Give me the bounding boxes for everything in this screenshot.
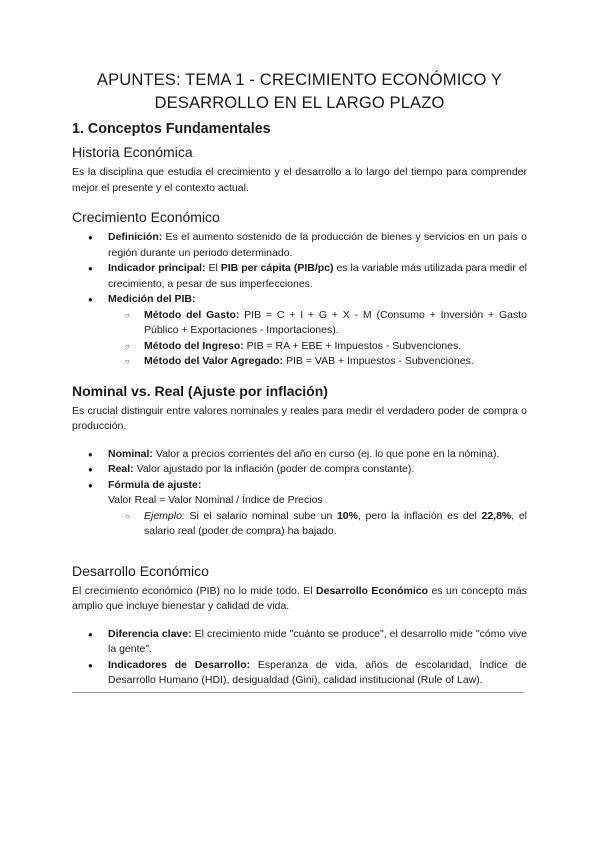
ejemplo-text-2: , pero la inflación es del [357, 509, 482, 522]
ingreso-text: PIB = RA + EBE + Impuestos - Subvenciones. [243, 339, 462, 352]
definicion-text: Es el aumento sostenido de la producción de bienes y servicios en un país o región durante un periodo determinado. [108, 231, 527, 259]
ejemplo-sublist [72, 509, 527, 540]
gasto-text: PIB = C + I + G + X - M (Consumo + Inversión + Gasto Público + Exportaciones - Importaciones). [144, 308, 527, 336]
list-item-indicador [72, 261, 527, 292]
list-item-real [72, 462, 527, 478]
nominal-label: Nominal: [108, 447, 153, 460]
section-heading-conceptos: 1. Conceptos Fundamentales [72, 121, 271, 137]
document-page [72, 68, 527, 689]
ejemplo-value-2: 22,8% [481, 509, 512, 522]
heading-nominal-real: Nominal vs. Real (Ajuste por inflación) [72, 382, 328, 399]
real-label: Real: [108, 463, 134, 475]
heading-historia: Historia Económica [72, 144, 193, 160]
title-line-1: APUNTES: TEMA 1 - CRECIMIENTO ECONÓMICO Y [96, 70, 503, 89]
desarrollo-intro-bold: Desarrollo Económico [316, 584, 428, 597]
ejemplo-text-1: Si el salario nominal sube un [184, 509, 337, 522]
sublist-item-ejemplo [108, 509, 527, 540]
horizontal-divider [72, 692, 524, 693]
formula-label: Fórmula de ajuste: [108, 478, 202, 491]
historia-text: Es la disciplina que estudia el crecimiento y el desarrollo a lo largo del tiempo para comprender mejor el presente y el contexto actual. [72, 166, 527, 194]
heading-desarrollo: Desarrollo Económico [72, 562, 209, 579]
sublist-item-ingreso [108, 339, 527, 355]
indicador-bold: PIB per cápita (PIB/pc) [220, 262, 334, 274]
desarrollo-intro [72, 584, 527, 615]
valor-agregado-label: Método del Valor Agregado: [144, 355, 284, 367]
gasto-label: Método del Gasto: [144, 308, 240, 321]
indicador-text-1: El [205, 262, 221, 274]
list-item-definicion [72, 230, 527, 261]
desarrollo-list [72, 627, 527, 689]
nominal-intro: Es crucial distinguir entre valores nominales y reales para medir el verdadero poder de compra o producción. [72, 404, 527, 432]
nominal-list [72, 447, 527, 494]
desarrollo-intro-1: El crecimiento económico (PIB) no lo mide todo. El [72, 584, 317, 597]
sublist-item-gasto [108, 308, 527, 339]
valor-agregado-text: PIB = VAB + Impuestos - Subvenciones. [283, 355, 474, 367]
ingreso-label: Método del Ingreso: [144, 339, 244, 352]
formula-text: Valor Real = Valor Nominal / Índice de Precios [108, 494, 323, 506]
indicadores-desarrollo-label: Indicadores de Desarrollo: [108, 658, 251, 671]
list-item-formula [72, 478, 527, 494]
ejemplo-label: Ejemplo: [144, 509, 185, 522]
list-item-diferencia [72, 627, 527, 658]
definicion-label: Definición: [108, 231, 163, 243]
medicion-label: Medición del PIB: [108, 293, 196, 305]
indicador-label: Indicador principal: [108, 262, 206, 274]
ejemplo-text-3: , el salario real (poder de compra) ha bajado. [144, 509, 528, 537]
ejemplo-value-1: 10% [336, 509, 358, 522]
medicion-sublist [108, 308, 527, 370]
heading-crecimiento: Crecimiento Económico [72, 209, 220, 225]
title-line-2: DESARROLLO EN EL LARGO PLAZO [154, 93, 445, 112]
list-item-indicadores-desarrollo [72, 658, 527, 689]
document-title [72, 68, 527, 114]
list-item-medicion [72, 292, 527, 370]
desarrollo-intro-2: es un concepto más amplio que incluye bienestar y calidad de vida. [72, 584, 527, 612]
indicadores-desarrollo-text: Esperanza de vida, años de escolaridad, Índice de Desarrollo Humano (HDI), desigualdad (Gini), calidad institucional (Rule of Law). [108, 658, 527, 686]
real-text: Valor ajustado por la inflación (poder de compra constante). [133, 463, 415, 475]
diferencia-label: Diferencia clave: [108, 627, 192, 640]
indicador-text-2: es la variable más utilizada para medir el crecimiento, a pesar de sus imperfecciones. [108, 262, 528, 290]
sublist-item-valor-agregado [108, 354, 527, 370]
list-item-nominal [72, 447, 527, 463]
diferencia-text: El crecimiento mide "cuánto se produce", el desarrollo mide "cómo vive la gente". [108, 627, 527, 655]
crecimiento-list [72, 230, 527, 370]
nominal-text: Valor a precios corrientes del año en curso (ej. lo que pone en la nómina). [152, 447, 500, 460]
